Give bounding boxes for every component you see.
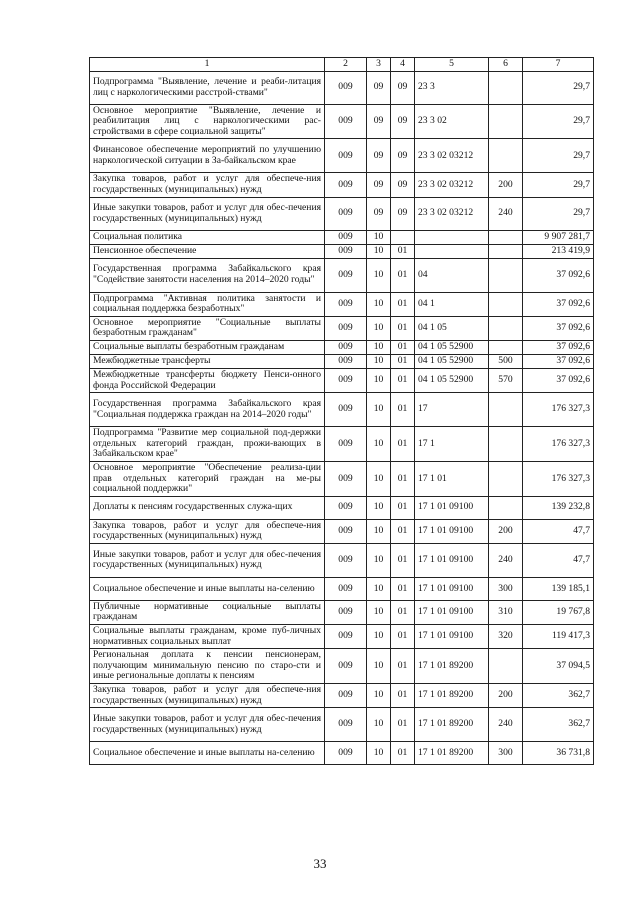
table-header-row	[90, 58, 594, 72]
row-section: 10	[367, 354, 391, 368]
row-amount: 176 327,3	[523, 427, 594, 462]
row-expense-type: 500	[489, 354, 523, 368]
row-name: Закупка товаров, работ и услуг для обеспече-ния государственных (муниципальных) нужд	[90, 519, 325, 543]
row-target-code: 04 1 05 52900	[415, 354, 489, 368]
row-section: 10	[367, 742, 391, 765]
row-amount: 37 092,6	[523, 292, 594, 316]
row-section: 10	[367, 340, 391, 354]
row-section: 10	[367, 519, 391, 543]
row-ministry-code: 009	[325, 577, 367, 600]
table-body	[90, 71, 594, 765]
row-name: Доплаты к пенсиям государственных служа-щих	[90, 496, 325, 519]
table-row	[90, 625, 594, 649]
table-row	[90, 461, 594, 496]
row-amount: 47,7	[523, 543, 594, 577]
row-ministry-code: 009	[325, 708, 367, 742]
row-name: Пенсионное обеспечение	[90, 244, 325, 258]
table-row	[90, 519, 594, 543]
table-row	[90, 173, 594, 197]
row-expense-type	[489, 71, 523, 104]
row-ministry-code: 009	[325, 368, 367, 392]
header-col-6: 6	[489, 58, 523, 72]
row-expense-type: 240	[489, 543, 523, 577]
row-ministry-code: 009	[325, 600, 367, 624]
row-ministry-code: 009	[325, 519, 367, 543]
row-ministry-code: 009	[325, 71, 367, 104]
row-target-code: 04	[415, 258, 489, 292]
table-row	[90, 427, 594, 462]
row-amount: 9 907 281,7	[523, 230, 594, 244]
row-amount: 176 327,3	[523, 461, 594, 496]
row-target-code: 04 1 05 52900	[415, 340, 489, 354]
row-section: 10	[367, 230, 391, 244]
row-name: Государственная программа Забайкальского края "Социальная поддержка граждан на 2014–2020 годы"	[90, 393, 325, 427]
row-ministry-code: 009	[325, 427, 367, 462]
row-target-code: 23 3	[415, 71, 489, 104]
row-expense-type	[489, 230, 523, 244]
row-subsection	[391, 230, 415, 244]
row-ministry-code: 009	[325, 742, 367, 765]
row-expense-type	[489, 340, 523, 354]
row-target-code: 17 1 01 09100	[415, 543, 489, 577]
row-subsection: 01	[391, 461, 415, 496]
row-name: Социальные выплаты безработным гражданам	[90, 340, 325, 354]
row-section: 10	[367, 649, 391, 684]
row-expense-type: 300	[489, 742, 523, 765]
table-row	[90, 258, 594, 292]
row-section: 09	[367, 71, 391, 104]
row-subsection: 01	[391, 742, 415, 765]
row-amount: 37 092,6	[523, 368, 594, 392]
row-ministry-code: 009	[325, 292, 367, 316]
table-row	[90, 600, 594, 624]
row-name: Региональная доплата к пенсии пенсионерам, получающим минимальную пенсию по старо-сти и иные региональные доплаты к пенсиям	[90, 649, 325, 684]
row-amount: 213 419,9	[523, 244, 594, 258]
row-subsection: 01	[391, 496, 415, 519]
table-row	[90, 230, 594, 244]
row-ministry-code: 009	[325, 173, 367, 197]
row-target-code: 17 1 01 09100	[415, 519, 489, 543]
header-col-3: 3	[367, 58, 391, 72]
row-amount: 139 185,1	[523, 577, 594, 600]
table-row	[90, 577, 594, 600]
row-section: 10	[367, 684, 391, 708]
table-row	[90, 197, 594, 230]
row-section: 10	[367, 368, 391, 392]
row-subsection: 01	[391, 427, 415, 462]
row-subsection: 01	[391, 393, 415, 427]
table-row	[90, 292, 594, 316]
row-subsection: 09	[391, 71, 415, 104]
row-target-code: 17 1 01 09100	[415, 496, 489, 519]
row-amount: 37 092,6	[523, 340, 594, 354]
row-name: Закупка товаров, работ и услуг для обеспече-ния государственных (муниципальных) нужд	[90, 684, 325, 708]
row-expense-type	[489, 427, 523, 462]
row-expense-type: 200	[489, 684, 523, 708]
row-name: Межбюджетные трансферты бюджету Пенси-онного фонда Российской Федерации	[90, 368, 325, 392]
row-amount: 37 092,6	[523, 316, 594, 340]
row-ministry-code: 009	[325, 461, 367, 496]
row-expense-type	[489, 649, 523, 684]
row-ministry-code: 009	[325, 649, 367, 684]
row-section: 09	[367, 197, 391, 230]
row-section: 10	[367, 427, 391, 462]
row-expense-type	[489, 104, 523, 139]
table-row	[90, 71, 594, 104]
table-row	[90, 104, 594, 139]
table-row	[90, 393, 594, 427]
row-expense-type	[489, 258, 523, 292]
row-section: 10	[367, 625, 391, 649]
row-ministry-code: 009	[325, 354, 367, 368]
row-subsection: 09	[391, 139, 415, 173]
row-ministry-code: 009	[325, 625, 367, 649]
row-ministry-code: 009	[325, 258, 367, 292]
row-subsection: 01	[391, 292, 415, 316]
table-row	[90, 340, 594, 354]
row-ministry-code: 009	[325, 393, 367, 427]
row-target-code: 04 1 05 52900	[415, 368, 489, 392]
row-subsection: 01	[391, 600, 415, 624]
row-target-code: 04 1 05	[415, 316, 489, 340]
row-section: 10	[367, 393, 391, 427]
row-target-code: 17 1 01	[415, 461, 489, 496]
row-subsection: 01	[391, 368, 415, 392]
row-name: Социальная политика	[90, 230, 325, 244]
row-target-code: 04 1	[415, 292, 489, 316]
row-subsection: 01	[391, 577, 415, 600]
row-name: Социальное обеспечение и иные выплаты на-селению	[90, 742, 325, 765]
row-section: 09	[367, 173, 391, 197]
row-ministry-code: 009	[325, 197, 367, 230]
row-expense-type: 200	[489, 173, 523, 197]
row-expense-type: 310	[489, 600, 523, 624]
row-target-code: 17 1 01 89200	[415, 708, 489, 742]
row-amount: 29,7	[523, 139, 594, 173]
row-amount: 37 094,5	[523, 649, 594, 684]
row-name: Основное мероприятие "Социальные выплаты безработным гражданам"	[90, 316, 325, 340]
row-amount: 19 767,8	[523, 600, 594, 624]
row-section: 10	[367, 244, 391, 258]
row-name: Социальные выплаты гражданам, кроме пуб-личных нормативных социальных выплат	[90, 625, 325, 649]
row-section: 09	[367, 139, 391, 173]
row-amount: 29,7	[523, 71, 594, 104]
row-ministry-code: 009	[325, 104, 367, 139]
page-number: 33	[313, 856, 327, 871]
row-section: 10	[367, 496, 391, 519]
row-name: Подпрограмма "Активная политика занятости и социальная поддержка безработных"	[90, 292, 325, 316]
row-name: Финансовое обеспечение мероприятий по улучшению наркологической ситуации в За-байкальском крае	[90, 139, 325, 173]
row-ministry-code: 009	[325, 684, 367, 708]
row-amount: 29,7	[523, 104, 594, 139]
row-amount: 139 232,8	[523, 496, 594, 519]
row-expense-type	[489, 316, 523, 340]
row-amount: 119 417,3	[523, 625, 594, 649]
row-name: Социальное обеспечение и иные выплаты на-селению	[90, 577, 325, 600]
row-section: 10	[367, 258, 391, 292]
row-expense-type: 570	[489, 368, 523, 392]
row-ministry-code: 009	[325, 230, 367, 244]
row-name: Закупка товаров, работ и услуг для обеспече-ния государственных (муниципальных) нужд	[90, 173, 325, 197]
row-subsection: 01	[391, 519, 415, 543]
row-expense-type: 300	[489, 577, 523, 600]
row-section: 10	[367, 292, 391, 316]
table-row	[90, 496, 594, 519]
row-subsection: 09	[391, 104, 415, 139]
row-expense-type: 240	[489, 708, 523, 742]
row-subsection: 09	[391, 173, 415, 197]
row-subsection: 01	[391, 684, 415, 708]
row-expense-type	[489, 139, 523, 173]
row-name: Государственная программа Забайкальского края "Содействие занятости населения на 2014–2020 годы"	[90, 258, 325, 292]
row-name: Публичные нормативные социальные выплаты гражданам	[90, 600, 325, 624]
header-col-4: 4	[391, 58, 415, 72]
row-section: 10	[367, 577, 391, 600]
row-name: Подпрограмма "Выявление, лечение и реаби-литация лиц с наркологическими расстрой-ствами"	[90, 71, 325, 104]
table-row	[90, 708, 594, 742]
row-section: 10	[367, 316, 391, 340]
row-section: 10	[367, 461, 391, 496]
row-section: 09	[367, 104, 391, 139]
row-amount: 362,7	[523, 708, 594, 742]
header-col-5: 5	[415, 58, 489, 72]
row-subsection: 01	[391, 258, 415, 292]
row-amount: 36 731,8	[523, 742, 594, 765]
table-row	[90, 139, 594, 173]
row-ministry-code: 009	[325, 340, 367, 354]
row-name: Иные закупки товаров, работ и услуг для обес-печения государственных (муниципальных) нужд	[90, 543, 325, 577]
row-amount: 29,7	[523, 173, 594, 197]
row-expense-type	[489, 244, 523, 258]
row-name: Основное мероприятие "Обеспечение реализа-ции прав отдельных категорий граждан на ме-ры социальной поддержки"	[90, 461, 325, 496]
header-col-7: 7	[523, 58, 594, 72]
row-subsection: 01	[391, 625, 415, 649]
row-target-code	[415, 244, 489, 258]
row-name: Иные закупки товаров, работ и услуг для обес-печения государственных (муниципальных) нужд	[90, 197, 325, 230]
row-name: Межбюджетные трансферты	[90, 354, 325, 368]
row-expense-type: 240	[489, 197, 523, 230]
row-subsection: 01	[391, 316, 415, 340]
row-name: Иные закупки товаров, работ и услуг для обес-печения государственных (муниципальных) нужд	[90, 708, 325, 742]
table-row	[90, 354, 594, 368]
row-target-code	[415, 230, 489, 244]
row-ministry-code: 009	[325, 543, 367, 577]
row-expense-type	[489, 393, 523, 427]
row-target-code: 17	[415, 393, 489, 427]
row-target-code: 23 3 02 03212	[415, 139, 489, 173]
table-row	[90, 368, 594, 392]
row-subsection: 01	[391, 244, 415, 258]
row-target-code: 17 1	[415, 427, 489, 462]
row-subsection: 01	[391, 354, 415, 368]
row-amount: 37 092,6	[523, 354, 594, 368]
table-row	[90, 543, 594, 577]
row-target-code: 23 3 02	[415, 104, 489, 139]
row-target-code: 17 1 01 09100	[415, 600, 489, 624]
header-col-1: 1	[90, 58, 325, 72]
row-expense-type: 200	[489, 519, 523, 543]
row-target-code: 23 3 02 03212	[415, 173, 489, 197]
table-row	[90, 244, 594, 258]
row-amount: 29,7	[523, 197, 594, 230]
row-subsection: 01	[391, 649, 415, 684]
table-row	[90, 649, 594, 684]
row-subsection: 09	[391, 197, 415, 230]
row-expense-type: 320	[489, 625, 523, 649]
header-col-2: 2	[325, 58, 367, 72]
row-amount: 176 327,3	[523, 393, 594, 427]
budget-table	[89, 57, 594, 765]
row-ministry-code: 009	[325, 244, 367, 258]
table-row	[90, 684, 594, 708]
row-ministry-code: 009	[325, 316, 367, 340]
row-expense-type	[489, 292, 523, 316]
table-row	[90, 742, 594, 765]
row-target-code: 17 1 01 89200	[415, 684, 489, 708]
row-section: 10	[367, 708, 391, 742]
row-name: Подпрограмма "Развитие мер социальной под-держки отдельных категорий граждан, прожи-вающих в Забайкальском крае"	[90, 427, 325, 462]
row-subsection: 01	[391, 340, 415, 354]
row-target-code: 17 1 01 09100	[415, 577, 489, 600]
row-name: Основное мероприятие "Выявление, лечение и реабилитация лиц с наркологическими рас-стройствами в сфере социальной защиты"	[90, 104, 325, 139]
row-amount: 47,7	[523, 519, 594, 543]
row-ministry-code: 009	[325, 496, 367, 519]
row-section: 10	[367, 600, 391, 624]
table-row	[90, 316, 594, 340]
row-target-code: 17 1 01 89200	[415, 742, 489, 765]
row-expense-type	[489, 496, 523, 519]
row-subsection: 01	[391, 543, 415, 577]
row-amount: 362,7	[523, 684, 594, 708]
row-subsection: 01	[391, 708, 415, 742]
row-amount: 37 092,6	[523, 258, 594, 292]
row-ministry-code: 009	[325, 139, 367, 173]
row-target-code: 23 3 02 03212	[415, 197, 489, 230]
row-target-code: 17 1 01 89200	[415, 649, 489, 684]
row-expense-type	[489, 461, 523, 496]
row-section: 10	[367, 543, 391, 577]
row-target-code: 17 1 01 09100	[415, 625, 489, 649]
